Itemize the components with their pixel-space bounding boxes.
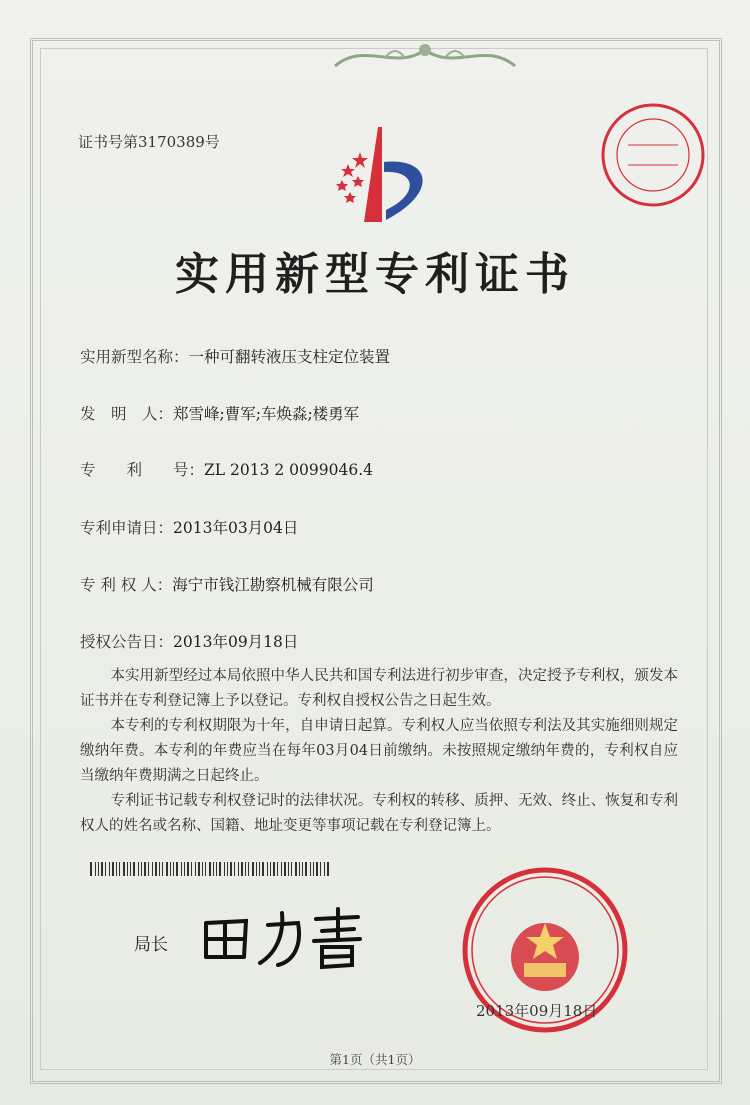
utility-name-value: 一种可翻转液压支柱定位装置 bbox=[188, 348, 391, 366]
inventor-label: 发 明 人： bbox=[80, 405, 174, 423]
page-number: 第1页（共1页） bbox=[329, 1052, 421, 1067]
barcode bbox=[90, 862, 330, 876]
director-label: 局长 bbox=[134, 935, 168, 955]
director-signature bbox=[198, 905, 368, 975]
field-filing-date bbox=[80, 516, 298, 538]
field-announcement-date bbox=[80, 630, 298, 652]
inventor-value: 郑雪峰;曹军;车焕淼;楼勇军 bbox=[173, 405, 360, 423]
patent-number-label: 专 利 号： bbox=[80, 461, 205, 479]
utility-name-label: 实用新型名称： bbox=[80, 348, 189, 366]
patent-holder-label: 专 利 权 人： bbox=[80, 576, 173, 594]
cnipa-emblem-icon bbox=[320, 122, 440, 232]
paragraph-grant: 本实用新型经过本局依照中华人民共和国专利法进行初步审查，决定授予专利权，颁发本证书并在专利登记簿上予以登记。专利权自授权公告之日起生效。 bbox=[80, 668, 678, 709]
field-patent-holder bbox=[80, 573, 374, 595]
field-utility-name bbox=[80, 345, 390, 367]
certificate-number: 证书号第3170389号 bbox=[78, 133, 220, 151]
body-text bbox=[80, 664, 678, 839]
top-ornament bbox=[325, 36, 525, 76]
announcement-date-label: 授权公告日： bbox=[80, 633, 174, 651]
filing-date-value: 2013年03月04日 bbox=[173, 519, 299, 537]
announcement-date-value: 2013年09月18日 bbox=[173, 633, 299, 651]
paragraph-legal-status: 专利证书记载专利权登记时的法律状况。专利权的转移、质押、无效、终止、恢复和专利权人的姓名或名称、国籍、地址变更等事项记载在专利登记簿上。 bbox=[80, 793, 678, 834]
patent-holder-value: 海宁市钱江勘察机械有限公司 bbox=[172, 576, 374, 594]
filing-date-label: 专利申请日： bbox=[80, 519, 174, 537]
page-title: 实用新型专利证书 bbox=[175, 249, 575, 300]
field-inventor bbox=[80, 402, 359, 424]
paragraph-term: 本专利的专利权期限为十年，自申请日起算。专利权人应当依照专利法及其实施细则规定缴纳年费。本专利的年费应当在每年03月04日前缴纳。未按照规定缴纳年费的，专利权自应当缴纳年费期满之日起终止。 bbox=[80, 718, 678, 784]
tax-stamp-seal bbox=[598, 100, 708, 210]
patent-number-value: ZL 2013 2 0099046.4 bbox=[204, 461, 373, 479]
field-patent-number bbox=[80, 458, 373, 480]
seal-date: 2013年09月18日 bbox=[476, 1002, 598, 1020]
